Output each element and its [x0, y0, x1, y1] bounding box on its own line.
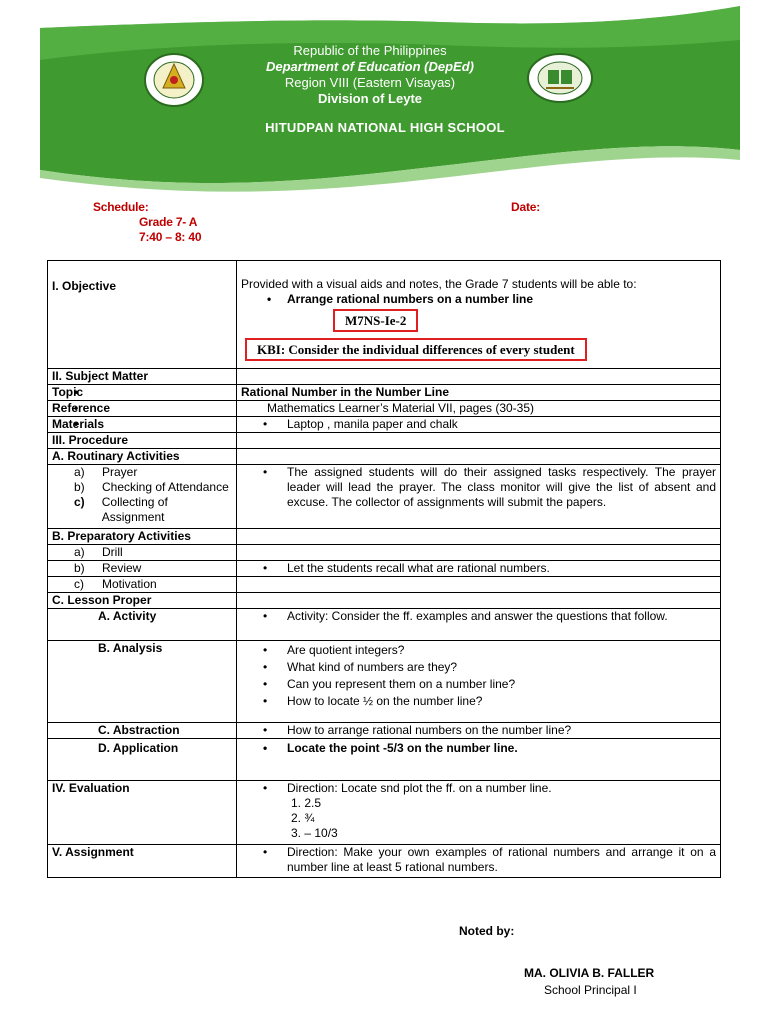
analysis-row	[48, 641, 721, 723]
header-division: Division of Leyte	[317, 91, 423, 106]
activity-row	[48, 609, 721, 641]
list-item: 1. 2.5	[291, 796, 322, 810]
activity-label: A. Activity	[48, 609, 237, 641]
topic-row	[48, 385, 721, 401]
reference-value: Mathematics Learner’s Material VII, pages (30-35)	[237, 401, 721, 417]
routinary-activities-row	[48, 465, 721, 529]
schedule-label: Schedule:	[93, 200, 149, 214]
list-item: • How to locate ½ on the number line?	[241, 694, 716, 709]
preparatory-row	[48, 529, 721, 545]
evaluation-label: IV. Evaluation	[48, 781, 237, 845]
principal-name: MA. OLIVIA B. FALLER	[524, 966, 655, 980]
activity-description: • Activity: Consider the ff. examples and answer the questions that follow.	[241, 609, 716, 624]
reference-row	[48, 401, 721, 417]
assignment-label: V. Assignment	[48, 845, 237, 878]
list-item: • What kind of numbers are they?	[241, 660, 716, 675]
lesson-proper-row	[48, 593, 721, 609]
subject-matter-row	[48, 369, 721, 385]
abstraction-label: C. Abstraction	[48, 723, 237, 739]
application-row	[48, 739, 721, 781]
lesson-proper-label: C. Lesson Proper	[48, 593, 237, 609]
list-item: b) Checking of Attendance	[74, 480, 229, 494]
schedule-time: 7:40 – 8: 40	[139, 230, 202, 244]
list-item: • Can you represent them on a number line?	[241, 677, 716, 692]
reference-label: • Reference	[48, 401, 237, 417]
preparatory-label: B. Preparatory Activities	[48, 529, 237, 545]
objective-intro: Provided with a visual aids and notes, the Grade 7 students will be able to:	[241, 277, 637, 291]
assignment-description: • Direction: Make your own examples of rational numbers and arrange it on a number line at least 5 rational numbers.	[241, 845, 716, 875]
competency-code: M7NS-Ie-2	[333, 309, 418, 332]
date-label: Date:	[511, 200, 541, 214]
principal-title: School Principal I	[544, 983, 637, 997]
routinary-label: A. Routinary Activities	[48, 449, 237, 465]
schools-division-seal-icon	[143, 52, 205, 108]
evaluation-direction: • Direction: Locate snd plot the ff. on a number line.	[241, 781, 716, 796]
procedure-label: III. Procedure	[48, 433, 237, 449]
list-item: 3. – 10/3	[291, 826, 338, 840]
review-description: • Let the students recall what are rational numbers.	[241, 561, 716, 576]
application-label: D. Application	[48, 739, 237, 781]
materials-label: • Materials	[48, 417, 237, 433]
review-row	[48, 561, 721, 577]
procedure-row	[48, 433, 721, 449]
materials-value: • Laptop , manila paper and chalk	[241, 417, 716, 432]
abstraction-description: • How to arrange rational numbers on the number line?	[241, 723, 716, 738]
routinary-description: • The assigned students will do their assigned tasks respectively. The prayer leader will lead the prayer. The class monitor will give the list of absent and excuse. The collector of assignments will submit the papers.	[241, 465, 716, 510]
header-region: Region VIII (Eastern Visayas)	[284, 75, 456, 90]
list-item: b) Review	[74, 561, 142, 575]
routinary-row	[48, 449, 721, 465]
evaluation-row	[48, 781, 721, 845]
hitudpan-nhs-seal-icon	[526, 52, 594, 104]
noted-by-label: Noted by:	[459, 924, 515, 938]
assignment-row	[48, 845, 721, 878]
header-text	[205, 43, 535, 107]
header-department: Department of Education (DepEd)	[265, 59, 474, 74]
schedule-grade: Grade 7- A	[139, 215, 198, 229]
objective-bullet: • Arrange rational numbers on a number line	[241, 292, 716, 307]
list-item: a) Prayer	[74, 465, 138, 479]
list-item: 2. ¾	[291, 811, 315, 825]
objective-label: I. Objective	[48, 261, 237, 369]
school-name: HITUDPAN NATIONAL HIGH SCHOOL	[265, 120, 505, 135]
list-item: a) Drill	[74, 545, 123, 559]
application-description: • Locate the point -5/3 on the number line.	[241, 741, 716, 756]
lesson-plan-table	[47, 260, 721, 878]
header-republic: Republic of the Philippines	[293, 43, 447, 58]
list-item: c) Collecting of Assignment	[74, 495, 168, 524]
kbi-statement: KBI: Consider the individual differences of every student	[245, 338, 587, 361]
materials-row	[48, 417, 721, 433]
objective-row	[48, 261, 721, 369]
topic-label: • Topic	[48, 385, 237, 401]
list-item: c) Motivation	[74, 577, 157, 591]
subject-matter-label: II. Subject Matter	[48, 369, 237, 385]
analysis-label: B. Analysis	[48, 641, 237, 723]
abstraction-row	[48, 723, 721, 739]
topic-value: Rational Number in the Number Line	[237, 385, 721, 401]
drill-row	[48, 545, 721, 561]
list-item: • Are quotient integers?	[241, 643, 716, 658]
motivation-row	[48, 577, 721, 593]
